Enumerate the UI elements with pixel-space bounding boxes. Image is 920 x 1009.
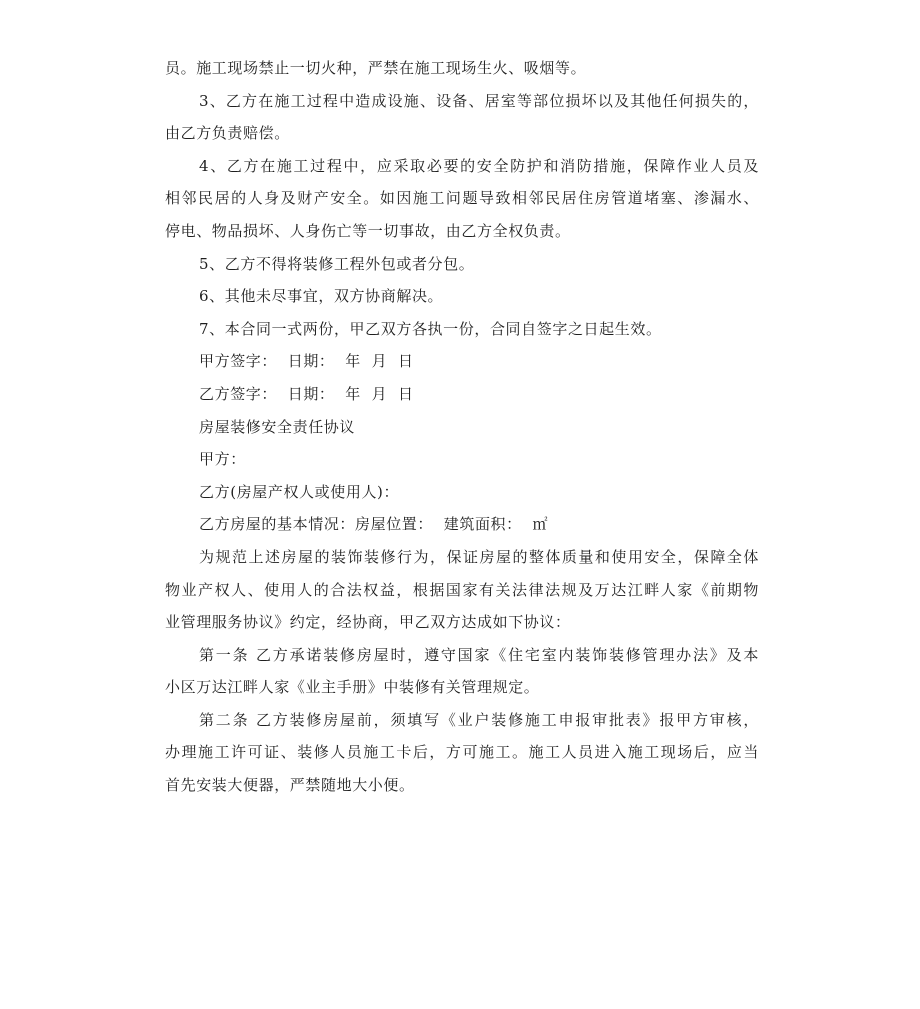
text-line-2: 3、乙方在施工过程中造成设施、设备、居室等部位损坏以及其他任何损失的， [199, 91, 759, 110]
article-2-line-1: 第二条 乙方装修房屋前，须填写《业户装修施工申报审批表》报甲方审核， [199, 710, 759, 729]
text-line-8: 6、其他未尽事宜，双方协商解决。 [199, 287, 444, 306]
article-2-line-2: 办理施工许可证、装修人员施工卡后，方可施工。施工人员进入施工现场后，应当 [165, 743, 759, 762]
party-a-signature-line: 甲方签字： 日期： 年 月 日 [199, 352, 414, 371]
agreement-title: 房屋装修安全责任协议 [199, 417, 356, 436]
text-line-18: 业管理服务协议》约定，经协商，甲乙双方达成如下协议： [165, 613, 571, 632]
text-line-5: 相邻民居的人身及财产安全。如因施工问题导致相邻民居住房管道堵塞、渗漏水、 [165, 189, 759, 208]
document-page [165, 52, 759, 802]
text-line-1: 员。施工现场禁止一切火种，严禁在施工现场生火、吸烟等。 [165, 59, 587, 77]
text-line-7: 5、乙方不得将装修工程外包或者分包。 [199, 254, 475, 273]
party-a-line: 甲方： [199, 450, 246, 469]
text-line-16: 为规范上述房屋的装饰装修行为，保证房屋的整体质量和使用安全，保障全体 [199, 547, 759, 566]
property-info-line: 乙方房屋的基本情况：房屋位置： 建筑面积： ㎡ [199, 515, 549, 534]
text-line-3: 由乙方负责赔偿。 [165, 124, 290, 143]
article-2-line-3: 首先安装大便器，严禁随地大小便。 [165, 776, 415, 795]
text-line-6: 停电、物品损坏、人身伤亡等一切事故，由乙方全权负责。 [165, 221, 571, 240]
article-1-line-1: 第一条 乙方承诺装修房屋时，遵守国家《住宅室内装饰装修管理办法》及本 [199, 645, 759, 664]
party-b-signature-line: 乙方签字： 日期： 年 月 日 [199, 384, 414, 403]
text-line-17: 物业产权人、使用人的合法权益，根据国家有关法律法规及万达江畔人家《前期物 [165, 580, 759, 599]
text-line-4: 4、乙方在施工过程中，应采取必要的安全防护和消防措施，保障作业人员及 [199, 156, 759, 175]
text-line-9: 7、本合同一式两份，甲乙双方各执一份，合同自签字之日起生效。 [199, 319, 662, 338]
party-b-line: 乙方(房屋产权人或使用人)： [199, 482, 400, 501]
article-1-line-2: 小区万达江畔人家《业主手册》中装修有关管理规定。 [165, 678, 540, 697]
